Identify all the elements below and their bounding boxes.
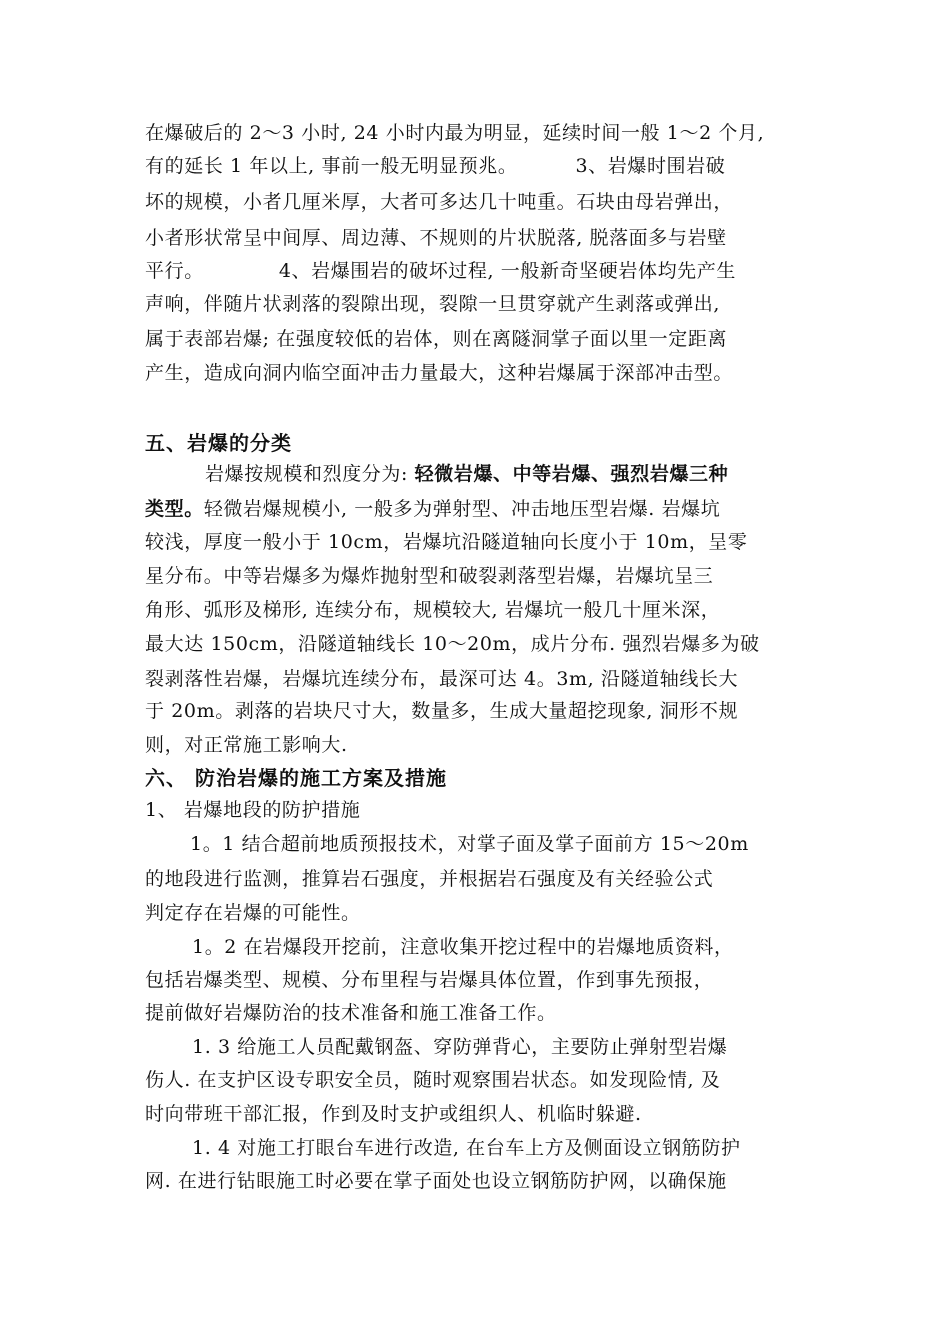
paragraph-line: 1。1 结合超前地质预报技术，对掌子面及掌子面前方 15～20m — [190, 833, 749, 855]
paragraph-line: 类型。轻微岩爆规模小, 一般多为弹射型、冲击地压型岩爆. 岩爆坑 — [145, 498, 721, 520]
paragraph-line: 裂剥落性岩爆，岩爆坑连续分布，最深可达 4。3m, 沿隧道轴线长大 — [145, 668, 739, 690]
paragraph-line: 最大达 150cm，沿隧道轴线长 10～20m，成片分布. 强烈岩爆多为破 — [145, 633, 760, 655]
paragraph-line: 的地段进行监测，推算岩石强度，并根据岩石强度及有关经验公式 — [145, 868, 714, 890]
paragraph-line: 判定存在岩爆的可能性。 — [145, 902, 361, 924]
paragraph-line: 于 20m。剥落的岩块尺寸大，数量多，生成大量超挖现象, 洞形不规 — [145, 700, 739, 722]
paragraph-line: 有的延长 1 年以上, 事前一般无明显预兆。 3、岩爆时围岩破 — [145, 155, 726, 177]
subsection-heading: 1、 岩爆地段的防护措施 — [145, 799, 361, 821]
section-heading: 六、 防治岩爆的施工方案及措施 — [145, 766, 447, 790]
section-heading: 五、岩爆的分类 — [145, 431, 292, 455]
paragraph-line: 岩爆按规模和烈度分为: 轻微岩爆、中等岩爆、强烈岩爆三种 — [205, 463, 729, 485]
paragraph-line: 包括岩爆类型、规模、分布里程与岩爆具体位置，作到事先预报， — [145, 969, 714, 991]
paragraph-line: 坏的规模，小者几厘米厚，大者可多达几十吨重。石块由母岩弹出， — [145, 191, 734, 213]
paragraph-line: 则，对正常施工影响大. — [145, 734, 348, 756]
paragraph-line: 角形、弧形及梯形, 连续分布，规模较大, 岩爆坑一般几十厘米深， — [145, 599, 721, 621]
paragraph-line: 小者形状常呈中间厚、周边薄、不规则的片状脱落, 脱落面多与岩壁 — [145, 227, 727, 249]
paragraph-line: 属于表部岩爆; 在强度较低的岩体，则在离隧洞掌子面以里一定距离 — [145, 328, 728, 350]
paragraph-line: 提前做好岩爆防治的技术准备和施工准备工作。 — [145, 1002, 557, 1024]
paragraph-line: 较浅，厚度一般小于 10cm，岩爆坑沿隧道轴向长度小于 10m，呈零 — [145, 531, 748, 553]
paragraph-line: 产生，造成向洞内临空面冲击力量最大，这种岩爆属于深部冲击型。 — [145, 362, 734, 384]
paragraph-line: 星分布。中等岩爆多为爆炸抛射型和破裂剥落型岩爆，岩爆坑呈三 — [145, 565, 714, 587]
paragraph-line: 在爆破后的 2～3 小时, 24 小时内最为明显，延续时间一般 1～2 个月, — [145, 122, 765, 144]
paragraph-line: 1。2 在岩爆段开挖前，注意收集开挖过程中的岩爆地质资料， — [192, 936, 734, 958]
paragraph-line: 1. 4 对施工打眼台车进行改造, 在台车上方及侧面设立钢筋防护 — [192, 1137, 741, 1159]
paragraph-line: 伤人. 在支护区设专职安全员，随时观察围岩状态。如发现险情, 及 — [145, 1069, 721, 1091]
paragraph-line: 时向带班干部汇报，作到及时支护或组织人、机临时躲避. — [145, 1103, 642, 1125]
paragraph-line: 网. 在进行钻眼施工时必要在掌子面处也设立钢筋防护网，以确保施 — [145, 1170, 727, 1192]
paragraph-line: 1. 3 给施工人员配戴钢盔、穿防弹背心，主要防止弹射型岩爆 — [192, 1036, 728, 1058]
paragraph-line: 声响，伴随片状剥落的裂隙出现，裂隙一旦贯穿就产生剥落或弹出, — [145, 293, 721, 315]
paragraph-line: 平行。 4、岩爆围岩的破坏过程, 一般新奇坚硬岩体均先产生 — [145, 260, 736, 282]
